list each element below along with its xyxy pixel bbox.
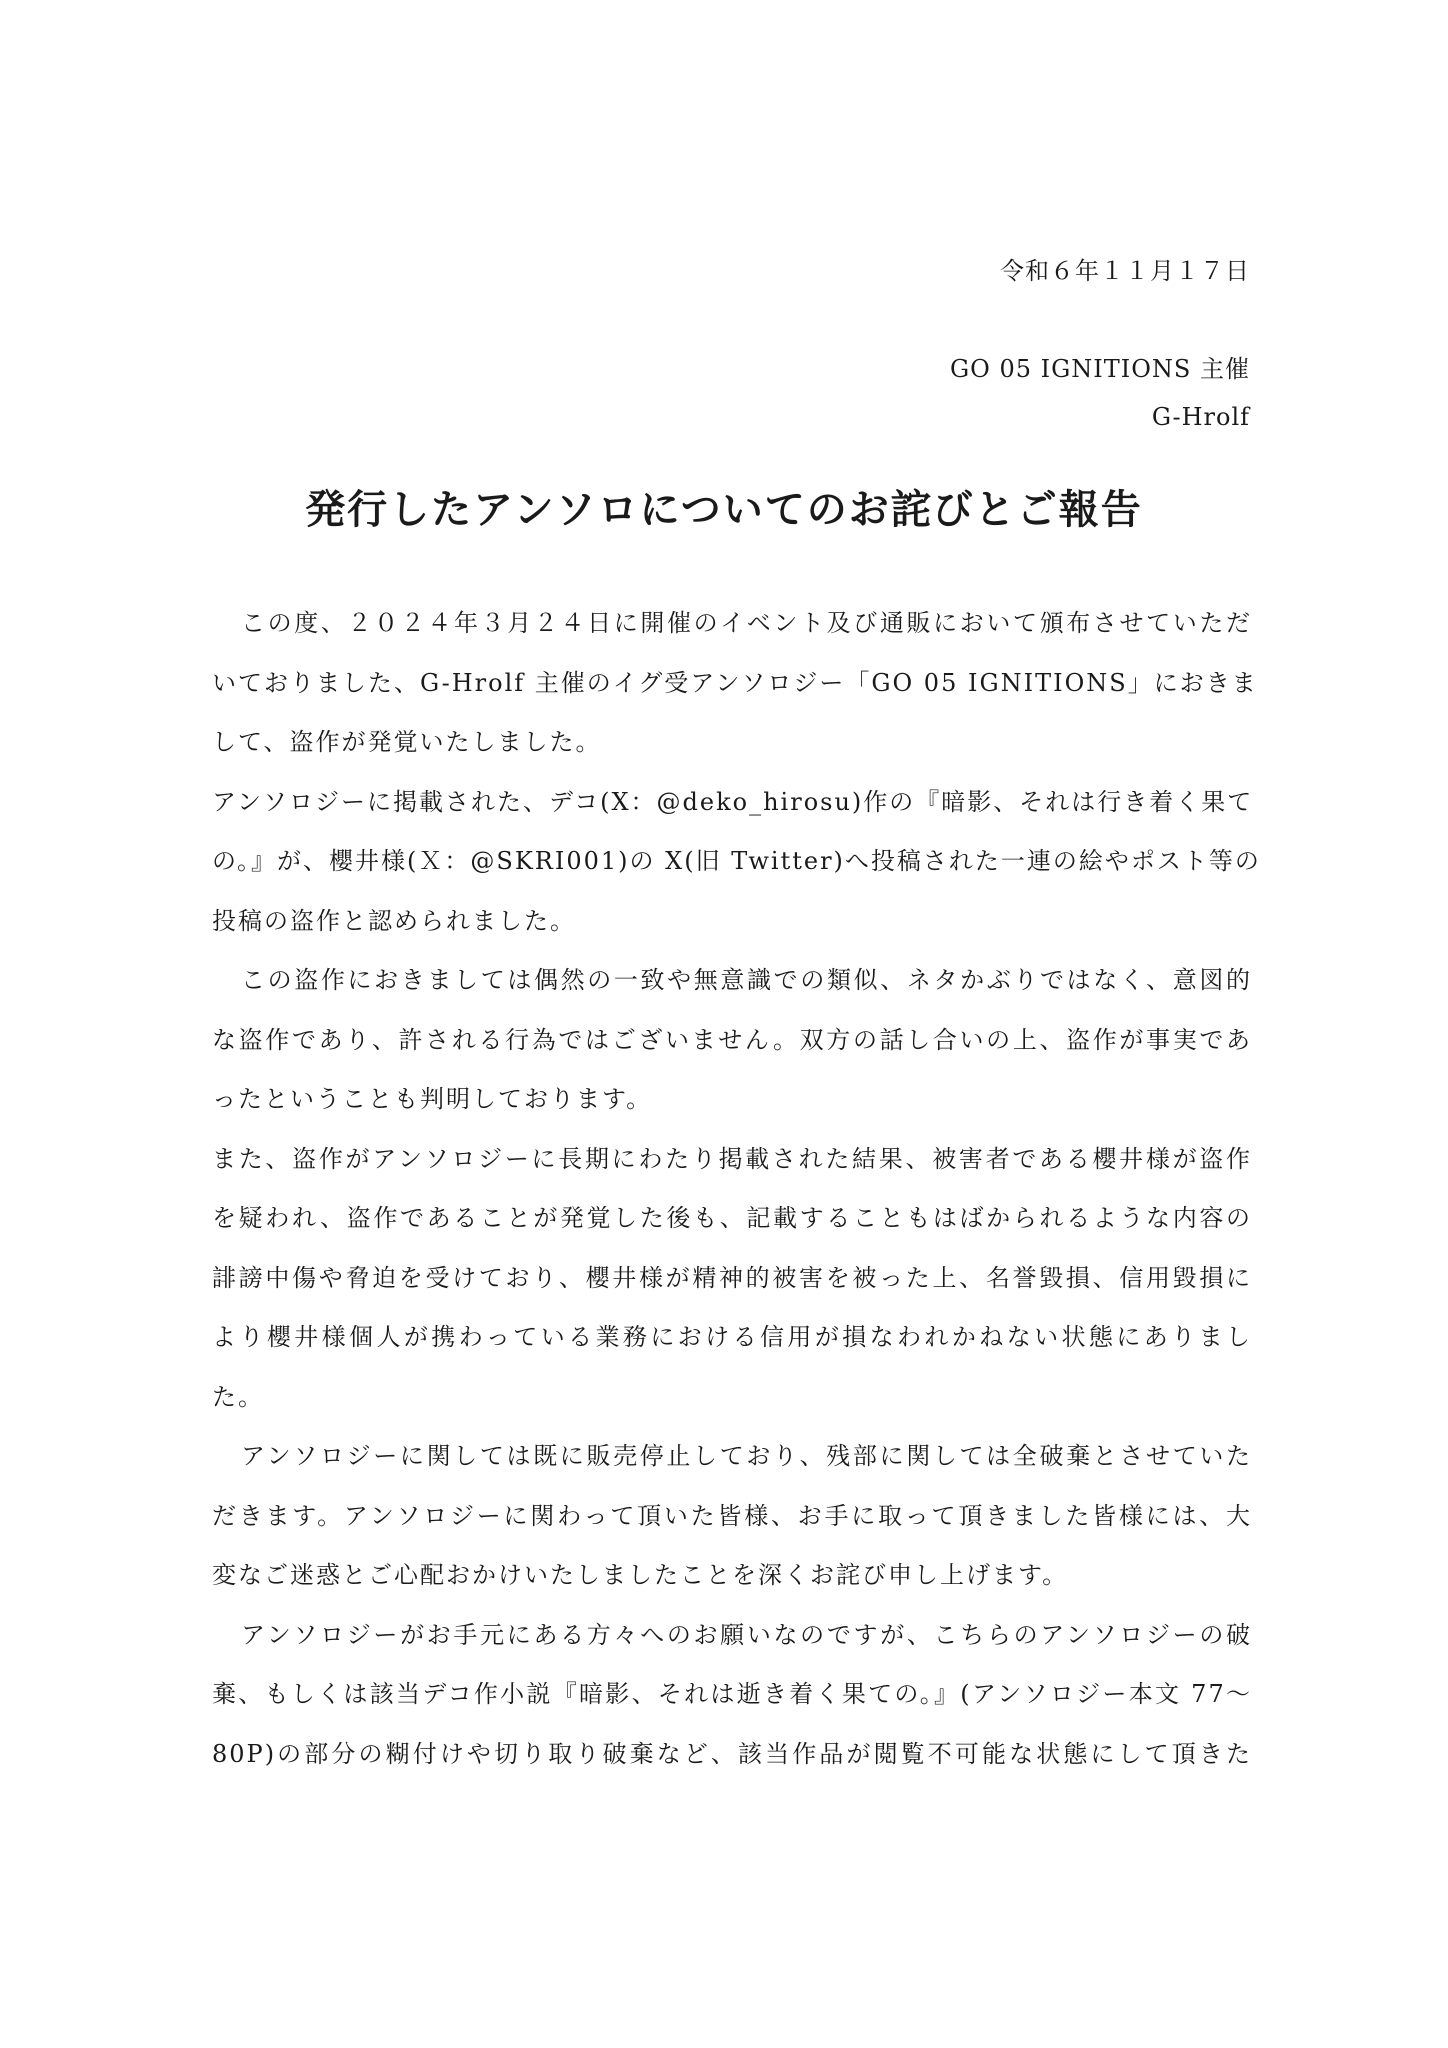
body-text-line: だきます。アンソロジーに関わって頂いた皆様、お手に取って頂きました皆様には、大 (212, 1501, 1252, 1530)
document-title: 発行したアンソロについてのお詫びとご報告 (305, 486, 1143, 533)
body-text-line: 棄、もしくは該当デコ作小説『暗影、それは逝き着く果ての。』(アンソロジー本文 77～ (212, 1680, 1252, 1708)
body-text-line: ったということも判明しております。 (212, 1085, 653, 1113)
body-text-line: た。 (212, 1382, 264, 1411)
document-date: 令和６年１１月１７日 (1000, 257, 1250, 285)
body-text-line: を疑われ、盗作であることが発覚した後も、記載することもはばかられるような内容の (212, 1204, 1252, 1232)
body-text-line: アンソロジーに関しては既に販売停止しており、残部に関しては全破棄とさせていた (241, 1442, 1252, 1470)
document-body (212, 599, 1261, 1789)
body-text-line: この度、２０２４年３月２４日に開催のイベント及び通販において頒布させていただ (241, 609, 1252, 637)
organizer-line: GO 05 IGNITIONS 主催 (949, 355, 1250, 383)
body-text-line: また、盗作がアンソロジーに長期にわたり掲載された結果、被害者である櫻井様が盗作 (212, 1144, 1252, 1173)
body-text-line: 変なご迷惑とご心配おかけいたしましたことを深くお詫び申し上げます。 (212, 1561, 1069, 1589)
body-text-line: 80P)の部分の糊付けや切り取り破棄など、該当作品が閲覧不可能な状態にして頂きた (212, 1739, 1252, 1768)
body-text-line: な盗作であり、許される行為ではございません。双方の話し合いの上、盗作が事実であ (212, 1025, 1252, 1054)
body-text-line: 投稿の盗作と認められました。 (212, 906, 576, 935)
body-text-line: 誹謗中傷や脅迫を受けており、櫻井様が精神的被害を被った上、名誉毀損、信用毀損に (212, 1263, 1252, 1292)
body-text-line: アンソロジーに掲載された、デコ(X：@deko_hirosu)作の『暗影、それは行き着く果て (212, 787, 1254, 816)
author-name: G-Hrolf (1151, 403, 1250, 431)
body-text-line: アンソロジーがお手元にある方々へのお願いなのですが、こちらのアンソロジーの破 (241, 1620, 1252, 1649)
body-text-line: の。』が、櫻井様(Ｘ：@SKRI001)の X(旧 Twitter)へ投稿された一連の絵やポスト等の (212, 847, 1261, 875)
body-text-line: この盗作におきましては偶然の一致や無意識での類似、ネタかぶりではなく、意図的 (241, 966, 1252, 994)
body-text-line: より櫻井様個人が携わっている業務における信用が損なわれかねない状態にありまし (212, 1323, 1252, 1351)
body-text-line: いておりました、G-Hrolf 主催のイグ受アンソロジー「GO 05 IGNITIONS」におきま (212, 668, 1258, 697)
body-text-line: して、盗作が発覚いたしました。 (212, 728, 602, 756)
